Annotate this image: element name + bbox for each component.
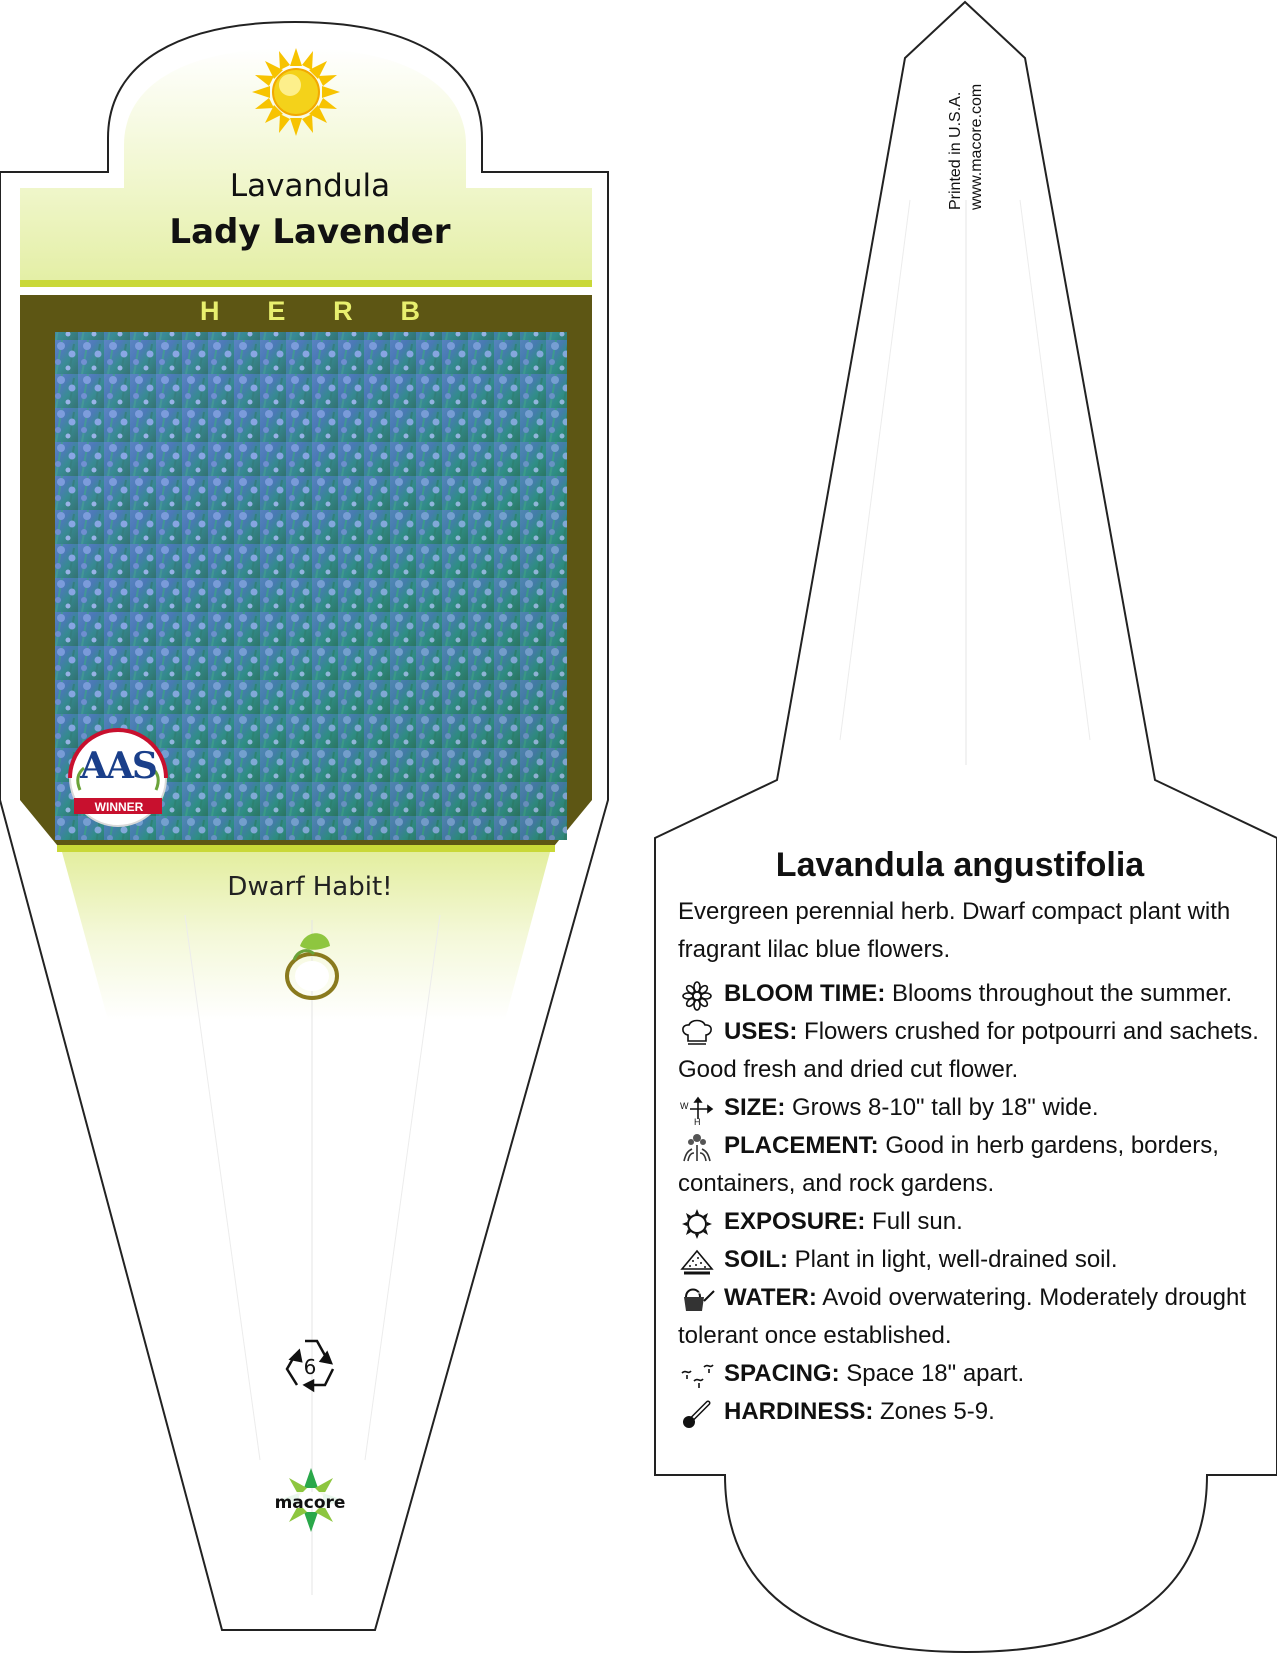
printed-in-text: Printed in U.S.A. xyxy=(947,91,964,210)
plant-description: Evergreen perennial herb. Dwarf compact plant with fragrant lilac blue flowers. xyxy=(678,898,1231,963)
placement-icon xyxy=(678,1133,716,1163)
info-label: PLACEMENT: xyxy=(724,1132,879,1159)
size-arrows-icon xyxy=(678,1095,716,1125)
recycle-number: 6 xyxy=(303,1355,317,1379)
care-info-list xyxy=(678,975,1263,1431)
info-text: Full sun. xyxy=(865,1208,963,1235)
info-uses xyxy=(678,1013,1263,1089)
info-text: Flowers crushed for potpourri and sachets. Good fresh and dried cut flower. xyxy=(678,1018,1259,1083)
category-letter: R xyxy=(333,296,353,326)
info-text: Avoid overwatering. Moderately drought tolerant once established. xyxy=(678,1284,1247,1349)
badge-aas-text: AAS xyxy=(80,745,156,787)
info-label: SIZE: xyxy=(724,1094,786,1121)
info-label: SOIL: xyxy=(724,1246,788,1273)
info-label: WATER: xyxy=(724,1284,817,1311)
info-text: Grows 8-10" tall by 18" wide. xyxy=(785,1094,1099,1121)
category-letter: E xyxy=(267,296,286,326)
frame-bottom-band xyxy=(57,845,555,852)
soil-icon xyxy=(678,1247,716,1277)
info-text: Blooms throughout the summer. xyxy=(885,980,1233,1007)
chef-hat-icon xyxy=(678,1019,716,1049)
info-label: BLOOM TIME: xyxy=(724,980,886,1007)
info-text: Zones 5-9. xyxy=(873,1398,995,1425)
info-spacing xyxy=(678,1355,1263,1393)
info-soil xyxy=(678,1241,1263,1279)
info-text: Good in herb gardens, borders, containers, and rock gardens. xyxy=(678,1132,1219,1197)
sun-icon xyxy=(252,48,340,136)
header-band xyxy=(20,280,592,287)
info-label: USES: xyxy=(724,1018,798,1045)
botanical-name: Lavandula angustifolia xyxy=(775,846,1145,884)
tagline: Dwarf Habit! xyxy=(227,872,393,902)
info-placement xyxy=(678,1127,1263,1203)
category-label xyxy=(200,296,420,327)
spacing-icon xyxy=(678,1361,716,1391)
website-text: www.macore.com xyxy=(968,83,985,210)
watering-can-icon xyxy=(678,1285,716,1315)
info-hardiness xyxy=(678,1393,1263,1431)
info-bloom-time xyxy=(678,975,1263,1013)
exposure-sun-icon xyxy=(678,1209,716,1239)
info-label: EXPOSURE: xyxy=(724,1208,866,1235)
info-label: HARDINESS: xyxy=(724,1398,874,1425)
variety-name: Lady Lavender xyxy=(169,212,451,252)
info-size xyxy=(678,1089,1263,1127)
info-label: SPACING: xyxy=(724,1360,840,1387)
category-letter: B xyxy=(400,296,420,326)
category-letter: H xyxy=(200,296,220,326)
info-water xyxy=(678,1279,1263,1355)
svg-text:W: W xyxy=(680,1101,689,1111)
info-text: Space 18" apart. xyxy=(839,1360,1025,1387)
svg-text:H: H xyxy=(694,1117,701,1125)
badge-winner-text: WINNER xyxy=(94,800,144,814)
info-exposure xyxy=(678,1203,1263,1241)
thermometer-icon xyxy=(678,1399,716,1429)
flower-icon xyxy=(678,981,716,1011)
brand-name: macore xyxy=(274,1493,346,1513)
genus-name: Lavandula xyxy=(229,168,391,204)
info-text: Plant in light, well-drained soil. xyxy=(788,1246,1118,1273)
